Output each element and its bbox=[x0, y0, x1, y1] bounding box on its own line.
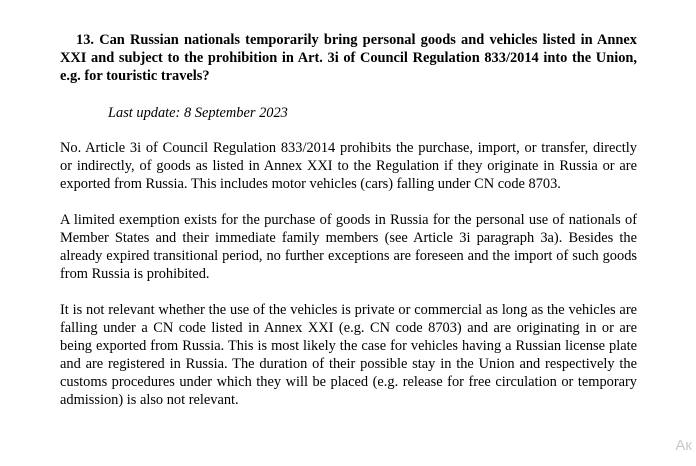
document-body bbox=[60, 31, 637, 409]
answer-paragraph-1: No. Article 3i of Council Regulation 833/2014 prohibits the purchase, import, or transfer, directly or indirectly, of goods as listed in Annex XXI to the Regulation if they originate in Russia or are exported from Russia. This includes motor vehicles (cars) falling under CN code 8703. bbox=[60, 140, 637, 192]
activation-watermark: Ак bbox=[675, 437, 692, 454]
question-number: 13. bbox=[76, 32, 94, 48]
question-heading bbox=[60, 31, 637, 85]
last-update-note: Last update: 8 September 2023 bbox=[108, 105, 288, 121]
answer-paragraph-3: It is not relevant whether the use of the vehicles is private or commercial as long as the vehicles are falling under a CN code listed in Annex XXI (e.g. CN code 8703) and are originating in or are being exported from Russia. This is most likely the case for vehicles having a Russian license plate and are registered in Russia. The duration of their possible stay in the Union and respectively the customs procedures under which they will be placed (e.g. release for free circulation or temporary admission) is also not relevant. bbox=[60, 302, 637, 408]
question-text: Can Russian nationals temporarily bring personal goods and vehicles listed in Annex XXI and subject to the prohibition in Art. 3i of Council Regulation 833/2014 into the Union, e.g. for touristic travels? bbox=[60, 32, 637, 84]
answer-paragraph-2: A limited exemption exists for the purchase of goods in Russia for the personal use of nationals of Member States and their immediate family members (see Article 3i paragraph 3a). Besides the already expired transitional period, no further exceptions are foreseen and the import of such goods from Russia is prohibited. bbox=[60, 212, 637, 282]
